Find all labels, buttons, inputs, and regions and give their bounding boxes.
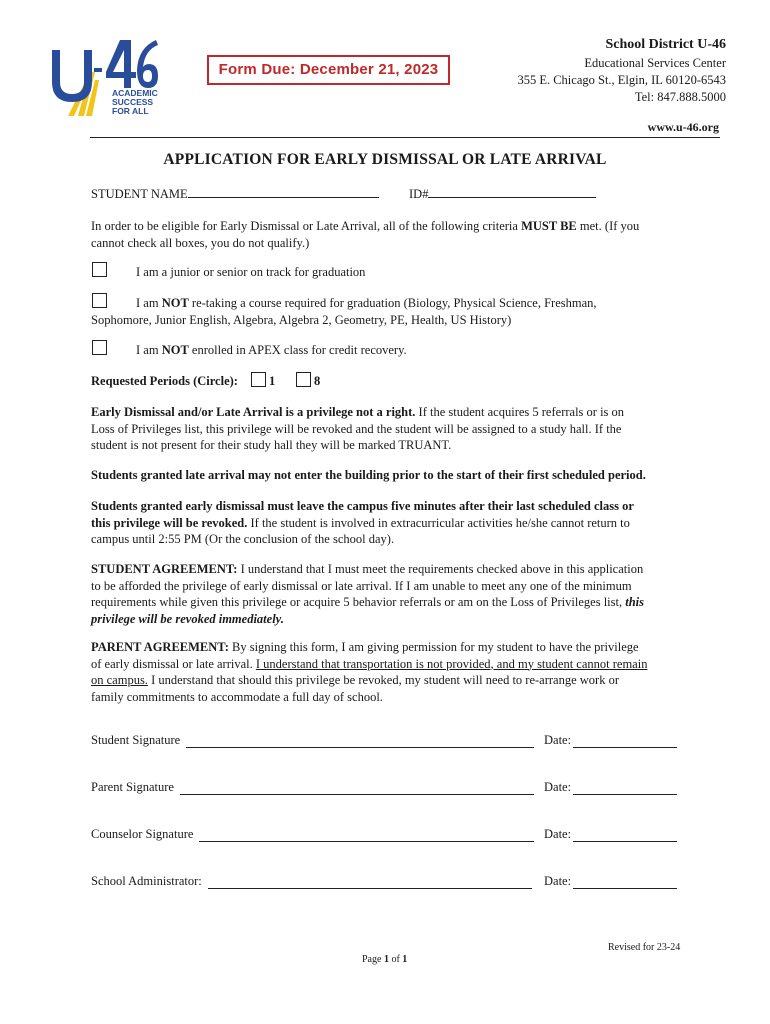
parent-date-input[interactable] <box>573 794 677 795</box>
counselor-date-input[interactable] <box>573 841 677 842</box>
date-label: Date: <box>544 874 572 888</box>
district-website: www.u-46.org <box>647 120 719 134</box>
criteria-item-3 <box>136 342 407 359</box>
period-8-label: 8 <box>314 374 321 388</box>
logo-tagline-2: SUCCESS <box>112 97 154 107</box>
administrator-signature-label: School Administrator: <box>91 874 202 888</box>
privilege-paragraph <box>91 404 701 454</box>
not-emphasis: NOT <box>161 296 189 310</box>
transportation-notice: I understand that transportation is not provided, and my student cannot remain <box>255 656 648 671</box>
page-total: 1 <box>402 954 408 965</box>
counselor-signature-input[interactable] <box>199 841 534 842</box>
paragraph-text: I understand that should this privilege be revoked, my student will need to re-arrange work or <box>151 673 619 687</box>
form-due-notice: Form Due: December 21, 2023 <box>207 55 450 85</box>
paragraph-text: If the student acquires 5 referrals or is on <box>418 405 625 419</box>
paragraph-text: family commitments to accommodate a full day of school. <box>91 689 383 704</box>
parent-agreement <box>91 639 711 705</box>
date-label: Date: <box>544 827 572 841</box>
requested-periods <box>91 373 238 390</box>
criteria-checkbox-not-apex[interactable] <box>92 340 107 355</box>
address-line: 355 E. Chicago St., Elgin, IL 60120-6543 <box>517 73 726 87</box>
criteria-text: I am <box>136 343 159 357</box>
district-contact-block <box>517 36 726 106</box>
paragraph-text: Loss of Privileges list, this privilege will be revoked and the student will be assigned to a study hall. If the <box>91 421 622 436</box>
parent-signature-label: Parent Signature <box>91 780 174 794</box>
late-arrival-rule: Students granted late arrival may not enter the building prior to the start of their first scheduled period. <box>91 468 646 482</box>
rule-emphasis: Students granted early dismissal must leave the campus five minutes after their last scheduled class or <box>91 499 634 513</box>
early-dismissal-rule <box>91 498 711 548</box>
date-label: Date: <box>544 733 572 747</box>
criteria-item-2 <box>91 295 701 328</box>
intro-text: met. (If you <box>579 219 640 233</box>
criteria-intro <box>91 218 691 251</box>
parent-agreement-label: PARENT AGREEMENT: <box>91 640 229 654</box>
student-signature-label: Student Signature <box>91 733 181 747</box>
counselor-signature-label: Counselor Signature <box>91 827 194 841</box>
paragraph-text: If the student is involved in extracurricular activities he/she cannot return to <box>250 515 630 530</box>
criteria-text: Sophomore, Junior English, Algebra, Algebra 2, Geometry, PE, Health, US History) <box>91 312 512 327</box>
student-signature-input[interactable] <box>186 747 534 748</box>
district-name: School District U-46 <box>605 37 726 52</box>
student-id-input[interactable] <box>428 186 596 198</box>
student-name-field <box>91 186 379 203</box>
student-date-input[interactable] <box>573 747 677 748</box>
student-name-label: STUDENT NAME <box>91 187 188 201</box>
logo-tagline-3: FOR ALL <box>112 106 149 116</box>
revision-note: Revised for 23-24 <box>608 942 681 953</box>
header-divider <box>90 137 720 138</box>
period-1-checkbox[interactable] <box>251 372 266 387</box>
phone-line: Tel: 847.888.5000 <box>634 90 726 104</box>
student-agreement-label: STUDENT AGREEMENT: <box>91 562 238 576</box>
not-emphasis: NOT <box>161 343 189 357</box>
student-id-label: ID# <box>409 187 429 201</box>
criteria-text: enrolled in APEX class for credit recovery. <box>191 343 407 357</box>
criteria-item-1: I am a junior or senior on track for graduation <box>136 265 366 279</box>
must-be-emphasis: MUST BE <box>521 219 577 233</box>
paragraph-text: requirements while given this privilege or acquire 5 behavior referrals or am on the Loss of Privileges list, <box>91 595 623 609</box>
revoked-emphasis: this <box>625 595 644 609</box>
page-current: 1 <box>383 954 389 965</box>
criteria-text: re-taking a course required for graduation (Biology, Physical Science, Freshman, <box>191 296 597 310</box>
criteria-text: I am <box>136 296 159 310</box>
transportation-notice: on campus. <box>91 673 148 687</box>
intro-text: cannot check all boxes, you do not qualify.) <box>91 235 310 250</box>
administrator-signature-input[interactable] <box>208 888 532 889</box>
student-id-field <box>409 186 596 203</box>
period-8-checkbox[interactable] <box>296 372 311 387</box>
paragraph-text: I understand that I must meet the requirements checked above in this application <box>240 562 644 576</box>
parent-signature-input[interactable] <box>180 794 534 795</box>
paragraph-text: to be afforded the privilege of early dismissal or late arrival. If I am unable to meet any one of the minimum <box>91 578 632 593</box>
paragraph-text: By signing this form, I am giving permission for my student to have the privilege <box>232 640 639 654</box>
paragraph-text: student is not present for their study hall they will be marked TRUANT. <box>91 438 452 452</box>
student-agreement <box>91 561 711 627</box>
u46-logo <box>48 36 168 118</box>
criteria-checkbox-junior-senior[interactable] <box>92 262 107 277</box>
address-line: Educational Services Center <box>584 56 726 70</box>
logo-tagline-1: ACADEMIC <box>112 88 158 98</box>
intro-text: In order to be eligible for Early Dismissal or Late Arrival, all of the following criteria <box>91 219 518 233</box>
administrator-date-input[interactable] <box>573 888 677 889</box>
form-title: APPLICATION FOR EARLY DISMISSAL OR LATE ARRIVAL <box>163 151 607 168</box>
privilege-emphasis: Early Dismissal and/or Late Arrival is a privilege not a right. <box>91 405 416 419</box>
page-number <box>362 954 407 965</box>
student-name-input[interactable] <box>188 186 379 198</box>
rule-emphasis: this privilege will be revoked. <box>91 515 248 530</box>
paragraph-text: campus until 2:55 PM (Or the conclusion of the school day). <box>91 532 395 546</box>
page-label: Page <box>362 954 382 965</box>
date-label: Date: <box>544 780 572 794</box>
paragraph-text: of early dismissal or late arrival. <box>91 656 253 671</box>
requested-periods-label: Requested Periods (Circle): <box>91 374 238 388</box>
revoked-emphasis: privilege will be revoked immediately. <box>91 611 284 626</box>
page-of: of <box>391 954 400 965</box>
period-1-label: 1 <box>269 374 276 388</box>
